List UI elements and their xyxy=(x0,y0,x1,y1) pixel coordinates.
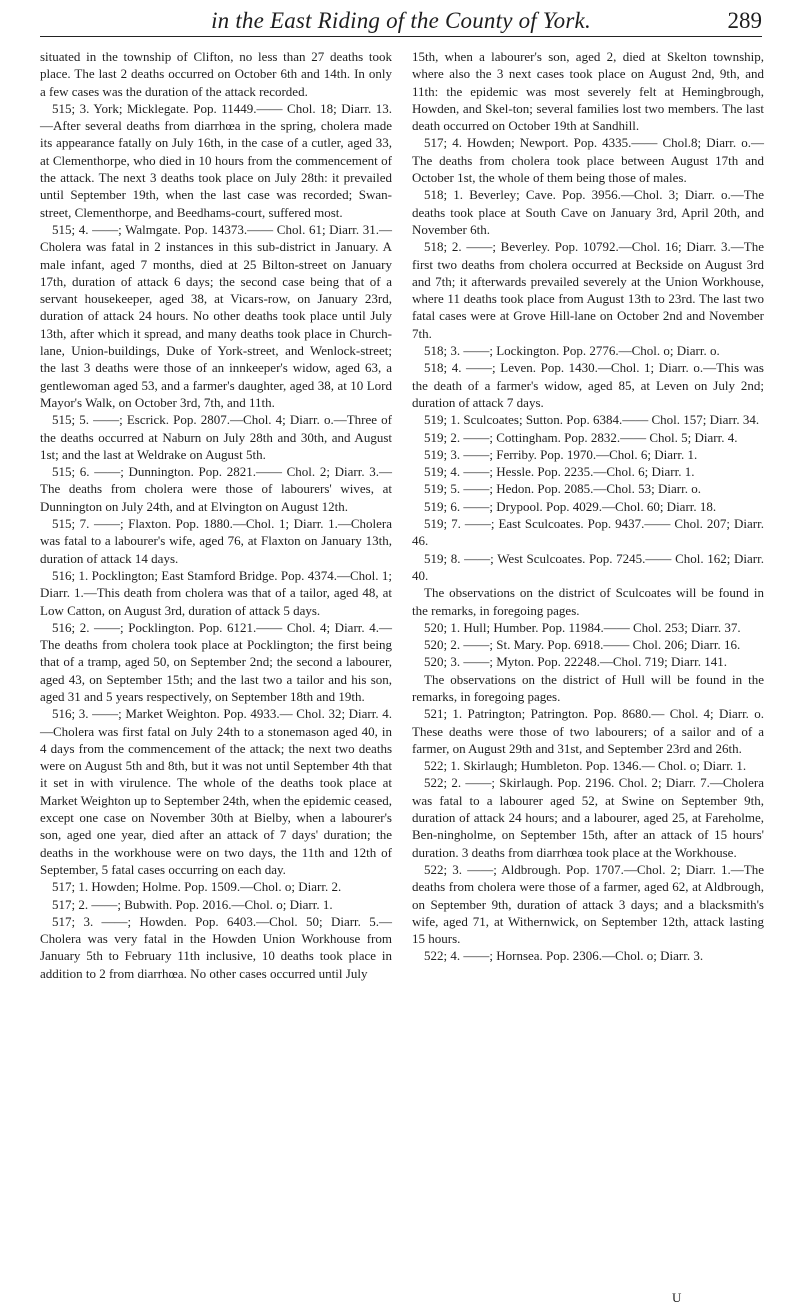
paragraph: The observations on the district of Hull will be found in the remarks, in foregoing pages. xyxy=(412,671,764,704)
paragraph: 515; 7. ——; Flaxton. Pop. 1880.—Chol. 1; Diarr. 1.—Cholera was fatal to a labourer's wife, aged 76, at Flaxton on January 13th, duration of attack 14 days. xyxy=(40,516,392,566)
right-column xyxy=(412,48,764,965)
paragraph: 519; 2. ——; Cottingham. Pop. 2832.—— Chol. 5; Diarr. 4. xyxy=(424,429,738,445)
paragraph: 522; 3. ——; Aldbrough. Pop. 1707.—Chol. 2; Diarr. 1.—The deaths from cholera were those of a farmer, aged 62, at Aldbrough, on September 9th, duration of attack 3 days; and a blacksmith's wife, aged 71, at Withernwick, on September 12th, attack lasting 15 hours. xyxy=(412,861,764,947)
paragraph: 521; 1. Patrington; Patrington. Pop. 8680.— Chol. 4; Diarr. o. These deaths were those of two labourers; of a sailor and of a farmer, on August 29th and 31st, and September 23rd and 26th. xyxy=(412,706,764,756)
paragraph: 516; 3. ——; Market Weighton. Pop. 4933.— Chol. 32; Diarr. 4.—Cholera was first fatal on July 24th to a stonemason aged 40, in 4 days from the commencement of the attack; the next two deaths were on August 5th and 8th, but it was not until September 4th that it set in with virulence. The whole of the deaths took place at Market Weighton up to September 24th, when the epidemic ceased, except one case on November 30th at Bielby, when a labourer's son, aged one year, died after an attack of 7 days' duration; the deaths in the workhouse were on two days, the 11th and 12th of September, 5 fatal cases occurring on each day. xyxy=(40,706,392,877)
paragraph: 522; 1. Skirlaugh; Humbleton. Pop. 1346.— Chol. o; Diarr. 1. xyxy=(424,758,747,774)
paragraph: 515; 3. York; Micklegate. Pop. 11449.—— Chol. 18; Diarr. 13.—After several deaths from diarrhœa in the spring, cholera made its appearance fatally on July 16th, in the case of a cutler, aged 33, at Clementhorpe, who died in 10 hours from the commencement of the attack. The next 3 deaths took place on July 28th: it prevailed until September 19th, when the last case was recorded; Swan-street, Clementhorpe, and Beedhams-court, suffered most. xyxy=(40,100,392,220)
signature-mark: U xyxy=(672,1290,682,1305)
paragraph: 520; 3. ——; Myton. Pop. 22248.—Chol. 719; Diarr. 141. xyxy=(424,654,727,670)
paragraph: 15th, when a labourer's son, aged 2, died at Skelton township, where also the 3 next cases took place on August 2nd, 9th, and 11th: the epidemic was most severely felt at Hemingbrough, Howden, and Skel-ton; several families lost two members. The last death occurred on October 19th at Sandhill. xyxy=(412,49,764,134)
paragraph: 515; 5. ——; Escrick. Pop. 2807.—Chol. 4; Diarr. o.—Three of the deaths occurred at Naburn on July 28th and 30th, and August 1st; and the last at Weldrake on August 5th. xyxy=(40,412,392,462)
paragraph: 517; 1. Howden; Holme. Pop. 1509.—Chol. o; Diarr. 2. xyxy=(52,879,342,895)
paragraph: 516; 1. Pocklington; East Stamford Bridge. Pop. 4374.—Chol. 1; Diarr. 1.—This death from cholera was that of a tailor, aged 48, at Low Catton, on August 3rd, duration of attack 5 days. xyxy=(40,567,392,618)
paragraph: 519; 4. ——; Hessle. Pop. 2235.—Chol. 6; Diarr. 1. xyxy=(424,464,695,480)
paragraph: 518; 3. ——; Lockington. Pop. 2776.—Chol. o; Diarr. o. xyxy=(424,343,720,359)
paragraph: 519; 7. ——; East Sculcoates. Pop. 9437.—— Chol. 207; Diarr. 46. xyxy=(412,516,764,549)
paragraph: The observations on the district of Sculcoates will be found in the remarks, in foregoing pages. xyxy=(412,585,764,618)
paragraph: 519; 8. ——; West Sculcoates. Pop. 7245.—— Chol. 162; Diarr. 40. xyxy=(412,550,764,583)
left-column xyxy=(40,48,392,982)
paragraph: situated in the township of Clifton, no less than 27 deaths took place. The last 2 deaths occurred on October 6th and 14th. In only a few cases was the duration of the attack recorded. xyxy=(40,49,392,99)
running-header xyxy=(40,6,762,37)
page-number: 289 xyxy=(727,8,762,33)
paragraph: 519; 5. ——; Hedon. Pop. 2085.—Chol. 53; Diarr. o. xyxy=(424,481,701,497)
paragraph: 519; 1. Sculcoates; Sutton. Pop. 6384.—— Chol. 157; Diarr. 34. xyxy=(424,412,760,428)
paragraph: 522; 2. ——; Skirlaugh. Pop. 2196. Chol. 2; Diarr. 7.—Cholera was fatal to a labourer aged 52, at Swine on September 9th, duration of attack 24 hours; and a labourer, aged 25, at Fareholme, Ben-ningholme, on September 15th, after an attack of 15 hours' duration. 3 deaths from diarrhœa took place at the Workhouse. xyxy=(412,775,764,860)
paragraph: 518; 1. Beverley; Cave. Pop. 3956.—Chol. 3; Diarr. o.—The deaths took place at South Cave on January 3rd, April 20th, and November 6th. xyxy=(412,187,764,237)
paragraph: 517; 2. ——; Bubwith. Pop. 2016.—Chol. o; Diarr. 1. xyxy=(52,896,333,912)
paragraph: 519; 6. ——; Drypool. Pop. 4029.—Chol. 60; Diarr. 18. xyxy=(424,498,717,514)
paragraph: 518; 4. ——; Leven. Pop. 1430.—Chol. 1; Diarr. o.—This was the death of a farmer's widow, aged 85, at Leven on July 2nd; duration of attack 7 days. xyxy=(412,360,764,410)
paragraph: 517; 3. ——; Howden. Pop. 6403.—Chol. 50; Diarr. 5.—Cholera was very fatal in the Howden Union Workhouse from January 5th to February 11th inclusive, 10 deaths took place in addition to 2 from diarrhœa. No other cases occurred until July xyxy=(40,913,392,981)
paragraph: 515; 4. ——; Walmgate. Pop. 14373.—— Chol. 61; Diarr. 31.—Cholera was fatal in 2 instances in this sub-district in January. A male infant, aged 7 months, died at 25 Bilton-street on January 17th, duration of attack 6 days; the second case being that of a servant housekeeper, aged 38, at Vicars-row, on January 23rd, duration of attack 24 hours. No other deaths took place until July 13th, after which it spread, and many deaths took place in Church-lane, Union-buildings, Duke of York-street, and Wenlock-street; the last 3 deaths were those of an innkeeper's widow, aged 63, a gentlewoman aged 53, and a farmer's daughter, aged 38, at 10 Lord Mayor's Walk, on October 3rd, 7th, and 11th. xyxy=(40,221,392,410)
paragraph: 522; 4. ——; Hornsea. Pop. 2306.—Chol. o; Diarr. 3. xyxy=(424,948,704,964)
paragraph: 518; 2. ——; Beverley. Pop. 10792.—Chol. 16; Diarr. 3.—The first two deaths from cholera occurred at Beckside on August 3rd and 7th; it afterwards prevailed severely at the Union Workhouse, where 11 deaths took place from August 13th to 23rd. The last two fatal cases were at Grove Hill-lane on October 2nd and November 7th. xyxy=(412,239,764,341)
paragraph: 520; 1. Hull; Humber. Pop. 11984.—— Chol. 253; Diarr. 37. xyxy=(424,619,741,635)
paragraph: 516; 2. ——; Pocklington. Pop. 6121.—— Chol. 4; Diarr. 4.—The deaths from cholera took place at Pocklington; the first being that of a tramp, aged 50, on September 2nd; the second a labourer, aged 43, on September 15th; and the last two a tailor and his son, aged 31 and 5 years respectively, on September 18th and 19th. xyxy=(40,619,392,704)
paragraph: 517; 4. Howden; Newport. Pop. 4335.—— Chol.8; Diarr. o.—The deaths from cholera took place between August 17th and October 1st, the whole of them being those of males. xyxy=(412,135,764,186)
paragraph: 515; 6. ——; Dunnington. Pop. 2821.—— Chol. 2; Diarr. 3.—The deaths from cholera were those of labourers' wives, at Dunnington on July 24th, and at Elvington on August 12th. xyxy=(40,464,392,514)
paragraph: 519; 3. ——; Ferriby. Pop. 1970.—Chol. 6; Diarr. 1. xyxy=(424,446,698,462)
running-title: in the East Riding of the County of York. xyxy=(211,8,591,33)
paragraph: 520; 2. ——; St. Mary. Pop. 6918.—— Chol. 206; Diarr. 16. xyxy=(424,637,741,653)
